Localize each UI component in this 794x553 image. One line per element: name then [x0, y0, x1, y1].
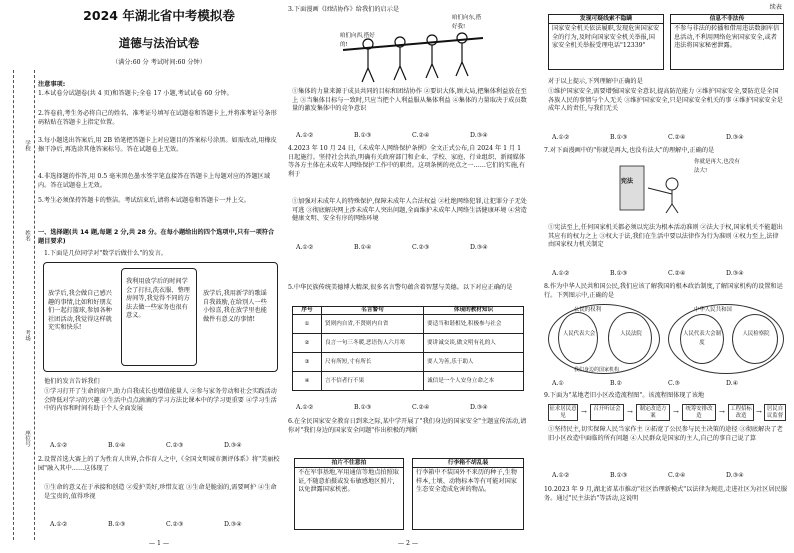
- diagram-label: 中华人民共和国: [694, 307, 732, 313]
- option-d[interactable]: D.③④: [726, 134, 744, 141]
- note-item: 3.每小题选出答案后,用 2B 铅笔把答题卡上对应题目的答案标号涂黑。如需改动,用橡皮擦干净后,再选涂其他答案标号。答在试题卷上无效。: [38, 137, 277, 153]
- option-d[interactable]: D.③④: [470, 132, 488, 139]
- tip-box: [412, 458, 524, 530]
- arrow-right-icon: →: [673, 408, 679, 416]
- section-heading: 一、选择题(共 14 题,每题 2 分,共 28 分。在每小题给出的四个选项中,只有一项符合题目要求): [38, 229, 275, 245]
- option-b[interactable]: B.①③: [610, 134, 628, 141]
- tip-box-title: 拍片不往意拍: [295, 459, 403, 468]
- table-row: [293, 315, 524, 334]
- question-3-stem: 3.下面漫画《团结协作》给我们的启示是: [288, 6, 400, 13]
- question-2-body: ①生命的意义在于承接和创造 ②爱护美好,珍惜友谊 ③生命是脆弱的,需要呵护 ④生命是宝贵的,值得珍视: [44, 484, 277, 500]
- tip-box-body: 不参与非法的转播和借用违法数据库信息活动,不利用网络危害国家安全,或者违法将国家秘密泄露。: [674, 25, 780, 50]
- flow-step: 居民自议监督: [764, 404, 786, 421]
- note-item: 4.非选择题的作答,用 0.5 毫米黑色墨水签字笔直接答在答题卡上每题对应的答题区域内。答在试题卷上无效。: [38, 173, 271, 189]
- option-c[interactable]: C.②④: [412, 132, 430, 139]
- option-a[interactable]: A.①②: [296, 244, 314, 251]
- table-cell: 诚信是一个人安身立命之本: [424, 372, 524, 391]
- tip-box-body: 不在军事基地,军用通信等地点拍照取证,不随意拍摄或发布敏感地区照片,以免泄露国家机密。: [298, 469, 399, 494]
- note-item: 2.答卷前,考生务必将自己的姓名、准考证号填写在试题卷和答题卡上,并将准考证号条形码粘贴在答题卡上指定位置。: [38, 110, 277, 126]
- option-b[interactable]: B.①④: [354, 244, 372, 251]
- option-c[interactable]: C.②③: [166, 442, 184, 449]
- tip-box-body: 行李箱中不装国外不来历的种子,生物样本,土壤、动物标本等有可能对国家生态安全造成危害的物品。: [416, 469, 517, 494]
- option-b[interactable]: B.①③: [610, 270, 628, 277]
- option-b[interactable]: B.①③: [354, 404, 372, 411]
- option-a[interactable]: A.①②: [50, 521, 68, 528]
- question-9-stem: 9.下面为"某地老旧小区改造流程图"。该流程图体现了该地: [544, 392, 705, 399]
- table-cell: 良言一句三冬暖,恶语伤人六月寒: [322, 334, 424, 353]
- notes-title: 注意事项:: [38, 81, 66, 88]
- tip-box-body: 国家安全机关依法履职,发现危害国家安全的行为,及时向国家安全机关举报,国家安全机关举报受理电话"12339": [552, 25, 660, 50]
- option-c[interactable]: C.②③: [166, 521, 184, 528]
- student-quote: 我利用放学后的时间学会了打扫,洗衣服、整理房间等,我觉得不同的方法去做一些家务也很有意义。: [126, 278, 190, 320]
- table-header: 名言警句: [322, 307, 424, 315]
- flow-step: 统筹安排改造: [682, 404, 716, 421]
- option-d[interactable]: D.③④: [224, 442, 242, 449]
- flow-step: 制定改造方案: [636, 404, 670, 421]
- binding-line: [34, 70, 35, 540]
- exam-page-2: [288, 0, 794, 553]
- flow-step: 工程招标改造: [728, 404, 754, 421]
- table-cell: 言不信者行不果: [322, 372, 424, 391]
- quote-table: [292, 306, 524, 391]
- table-row: [293, 353, 524, 372]
- question-4-stem: 4.2023 年 10 月 24 日,《未成年人网络保护条例》全文正式公布,自 2024 年 1 月 1 日起施行。坚持社会共治,明确有关政府部门和企业、学校、家庭、行业组织、新闻媒体等各方主体在未成年人网络保护工作中的职责。这项条例的亮点之一……它们的实施,有利于: [288, 145, 526, 178]
- exam-title: 2024 年湖北省中考模拟卷: [83, 8, 235, 23]
- cartoon-speech: 咱们向西,搭好的!: [340, 33, 375, 48]
- table-cell: 要讲诚交谈,做文明有礼的人: [424, 334, 524, 353]
- option-d[interactable]: D.③④: [470, 244, 488, 251]
- continued-label: 续表: [769, 4, 782, 11]
- table-header: 序号: [293, 307, 322, 315]
- option-c[interactable]: C.②③: [412, 244, 430, 251]
- diagram-label: 人民代表大会: [562, 331, 596, 337]
- question-1-body: ①学习打开了生命的窗户,助力自我成长也增值能量人 ②参与家务劳动和社会实践活动会降低对学习的兴趣 ③生活中点点滴滴的学习方法比课本中的学习更重要 ④学习生活中的内容和时间有助于个人全面发展: [44, 388, 277, 413]
- table-header: 体现的教材知识: [424, 307, 524, 315]
- note-item: 1.本试卷分试题卷(共 4 页)和答题卡;全卷 17 小题,考试试卷 60 分钟。: [38, 90, 233, 97]
- table-cell: 要适当和谐相处,积极参与社会: [424, 315, 524, 334]
- option-d[interactable]: D.③④: [726, 270, 744, 277]
- page-number: — 2 —: [397, 540, 419, 547]
- option-a[interactable]: A.①②: [50, 442, 68, 449]
- note-item: 5.考生必须保持答题卡的整洁。考试结束后,请将本试题卷和答题卡一并上交。: [38, 197, 251, 204]
- question-3-body: ①集体的力量来源于成员共同的目标和团结协作 ②要识大体,顾大局,把集体利益放在至上 ③当集体目标与一致时,只应当把个人利益服从集体利益 ④集体的力量取决于成员数量的激发集体中的竞争意识: [292, 88, 527, 113]
- question-6-prompt: 对于以上提示,下列理解中正确的是: [548, 78, 643, 85]
- option-b[interactable]: B.①③: [108, 521, 126, 528]
- flow-step: 征求居民意见: [548, 404, 578, 421]
- table-cell: ③: [293, 353, 322, 372]
- table-cell: ④: [293, 372, 322, 391]
- diagram-label: 人民法院: [620, 331, 642, 337]
- table-cell: 要人为善,乐于助人: [424, 353, 524, 372]
- tip-box: [670, 14, 784, 70]
- option-c[interactable]: C.②④: [412, 404, 430, 411]
- arrow-right-icon: →: [581, 408, 587, 416]
- tip-box: [294, 458, 404, 530]
- table-cell: 贤则内自省,不贤则内自省: [322, 315, 424, 334]
- table-row: [293, 334, 524, 353]
- tip-box-title: 信息不非法传: [671, 15, 783, 24]
- cartoon-speech: 你就是再大,也没有法大!: [694, 159, 740, 174]
- option-a[interactable]: A.①②: [296, 132, 314, 139]
- question-5-stem: 5.中华民族传统美德博大精深,很多名言警句蕴含着智慧与美德。以下对应正确的是: [288, 284, 513, 291]
- option-d[interactable]: D.③④: [224, 521, 242, 528]
- option-d[interactable]: D.③④: [470, 404, 488, 411]
- option-b[interactable]: B.①③: [610, 472, 628, 479]
- question-1-stem: 1.下面是几位同学对"数学后做什么"的发言。: [44, 250, 167, 257]
- flow-step: 召开听证会: [590, 404, 624, 421]
- arrow-right-icon: →: [719, 408, 725, 416]
- diagram-oval: [732, 314, 778, 364]
- sidebar-label-name: 姓名: [24, 230, 30, 241]
- option-d[interactable]: D.③④: [726, 472, 744, 479]
- question-4-body: ①加强对未成年人的特殊保护,保障未成年人合法权益 ②杜绝网络犯罪,让犯罪分子无处可逃 ③彻底解决网上涉未成年人突出问题,全面维护未成年人网络生活健康环境 ④营造健康文明、安全有序的网络环境: [292, 198, 527, 223]
- cartoon-speech: 咱们向东,搭好我!: [452, 15, 482, 30]
- arrow-right-icon: →: [627, 408, 633, 416]
- option-a[interactable]: A.①②: [552, 472, 570, 479]
- option-a[interactable]: A.①②: [552, 134, 570, 141]
- page-number: — 1 —: [148, 540, 170, 547]
- sidebar-label-seat: 座位号: [24, 430, 30, 447]
- option-c[interactable]: C.②④: [668, 270, 686, 277]
- arrow-right-icon: →: [756, 408, 762, 416]
- option-a[interactable]: A.①②: [552, 270, 570, 277]
- option-a[interactable]: A.①: [552, 380, 564, 387]
- diagram-label: 人民检察院: [742, 331, 770, 337]
- sidebar-label-school: 学校: [24, 140, 30, 151]
- option-c[interactable]: C.②④: [668, 472, 686, 479]
- option-a[interactable]: A.①②: [296, 404, 314, 411]
- question-9-body: ①坚持民主,切实保障人民当家作主 ②拓宽了公民参与民主决策的途径 ③彻底解决了老旧小区改造中面临的所有问题 ④人民群众是国家的主人,自己的事自己说了算: [548, 426, 783, 442]
- question-7-body: ①宪法至上,任何国家机关都必须以宪法为根本活动准则 ②法大于权,国家机关不能超出其应有的权力之上 ③权大于法,我们在生活中要以法律作为行为准则 ④权力至上,法律由国家权力机关制定: [548, 224, 783, 249]
- score-info: （满分:60 分 考试时间:60 分钟）: [112, 59, 206, 66]
- question-8-stem: 8.作为中华人民共和国公民,我们应该了解我国的根本政治制度,了解国家机构的设置和运行。下列图示中,正确的是: [544, 283, 783, 299]
- student-quote: 放学后,我用新学的歌谣自我鼓励,在给别人一些小惊喜,我在放学里也能做件有意义的事情!: [203, 290, 267, 323]
- table-cell: ①: [293, 315, 322, 334]
- option-b[interactable]: B.②: [610, 380, 623, 387]
- diagram-label: 人民代表大会制度: [683, 331, 721, 346]
- option-c[interactable]: C.③: [668, 380, 681, 387]
- option-b[interactable]: B.①④: [108, 442, 126, 449]
- option-b[interactable]: B.①③: [354, 132, 372, 139]
- diagram-label: 公民的权利: [574, 307, 601, 313]
- question-1-prompt: 他们的发言告诉我们: [44, 378, 100, 385]
- sidebar-label-exam-room: 考场: [24, 330, 30, 341]
- exam-subtitle: 道德与法治试卷: [118, 36, 200, 50]
- binding-line: [13, 70, 14, 540]
- tip-box-title: 行李箱不胡乱装: [413, 459, 523, 468]
- table-row: [293, 372, 524, 391]
- table-cell: 尺有所短,寸有所长: [322, 353, 424, 372]
- tip-box: [548, 14, 664, 70]
- question-6-stem: 6.在全民国家安全教育日到来之际,某中学开展了"我们身边的国家安全"主题宣传活动,请你对"我们身边的国家安全问题"作出积极的判断: [288, 418, 527, 434]
- law-book-label: 宪法: [621, 178, 634, 185]
- table-cell: ②: [293, 334, 322, 353]
- question-6-body: ①维护国家安全,需要增强国家安全意识,提高防范能力 ②维护国家安全,要防范是全国各族人民的事情与个人无关 ③维护国家安全,只是国家安全机关的事 ④维护国家安全是成年人的责任,与我们无关: [548, 88, 783, 113]
- student-quote: 放学后,我会做自己感兴趣的事情,比如和好朋友们一起打篮球,参加各种社团活动,我觉得这样就充实和快乐!: [48, 290, 112, 332]
- question-7-stem: 7.对下面漫画中的"你就是再大,也没有法大"的理解中,正确的是: [544, 147, 715, 154]
- option-c[interactable]: C.②④: [668, 134, 686, 141]
- option-d[interactable]: D.④: [726, 380, 739, 387]
- diagram-label: 我们身边的国家机构: [574, 367, 620, 373]
- question-10-stem: 10.2023 年 9 月,湖北省某市推动"社区治理新模式"以法律为规范,走进社区为社区居民服务。通过"民主法治"等活动,这说明: [544, 486, 788, 502]
- tip-box-title: 发现可疑线索不隐瞒: [549, 15, 663, 24]
- question-2-stem: 2.设置首选大赛上的了为性育人世界,合作育人之中,《全国文明城市测评体系》将"美丽校园"融入其中……这体现了: [38, 456, 280, 472]
